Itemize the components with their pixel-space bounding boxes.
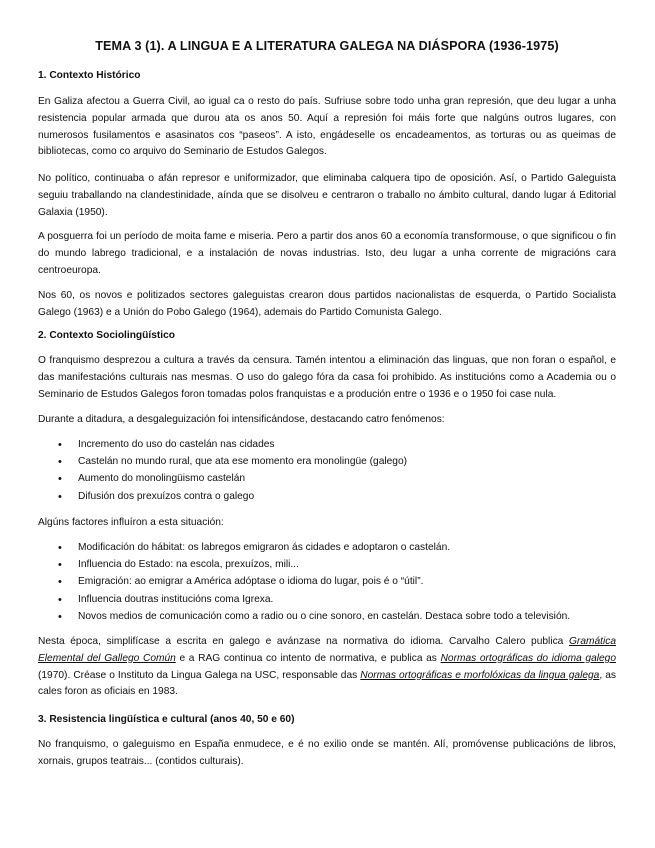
section-2-paragraph-2: Durante a ditadura, a desgaleguización foi intensificándose, destacando catro fenómenos: bbox=[38, 414, 445, 425]
list-item: • Emigración: ao emigrar a América adóptase o idioma do lugar, pois é o “útil”. bbox=[38, 574, 616, 591]
list-item: • Modificación do hábitat: os labregos emigraron ás cidades e adoptaron o castelán. bbox=[38, 540, 616, 557]
document-title: TEMA 3 (1). A LINGUA E A LITERATURA GALEGA NA DIÁSPORA (1936-1975) bbox=[95, 39, 559, 53]
book-reference: Gramática Elemental del Gallego Común bbox=[38, 636, 616, 664]
list-item: • Influencia do Estado: na escola, prexuízos, mili... bbox=[38, 557, 616, 574]
section-3-heading: 3. Resistencia lingüística e cultural (anos 40, 50 e 60) bbox=[38, 714, 295, 725]
section-2-paragraph-4 bbox=[38, 634, 616, 701]
section-1-paragraph-4: Nos 60, os novos e politizados sectores galeguistas crearon dous partidos nacionalistas de esquerda, o Partido Socialista Galego (1963) e a Unión do Pobo Galego (1964), ademais do Partido Comunista Galego. bbox=[38, 290, 616, 318]
list-item: • Incremento do uso do castelán nas cidades bbox=[38, 437, 616, 454]
section-2-paragraph-1: O franquismo desprezou a cultura a través da censura. Tamén intentou a eliminación das linguas, que non foran o español, e das manifestacións culturais nas mesmas. O uso do galego fóra da casa foi prohibido. As institucións como a Academia ou o Seminario de Estudos Galegos foron tomadas polos franquistas e a produción entre o 1936 e o 1950 foi case nula. bbox=[38, 355, 616, 400]
factors-list bbox=[38, 540, 616, 626]
list-item: • Novos medios de comunicación como a radio ou o cine sonoro, en castelán. Destaca sobre todo a televisión. bbox=[38, 609, 616, 626]
section-1-heading: 1. Contexto Histórico bbox=[38, 70, 141, 81]
book-reference: Normas ortográficas e morfolóxicas da lingua galega bbox=[360, 669, 600, 681]
section-1-paragraph-3: A posguerra foi un período de moita fame e miseria. Pero a partir dos anos 60 a economía transformouse, o que significou o fin do mundo labrego tradicional, e a instalación de novas industrias. Isto, deu lugar a unha corrente de migracións cara centroeuropa. bbox=[38, 231, 616, 276]
section-3-paragraph-1: No franquismo, o galeguismo en España enmudece, e é no exilio onde se mantén. Alí, promóvense publicacións de libros, xornais, grupos teatrais... (contidos culturais). bbox=[38, 739, 616, 767]
section-2-paragraph-3: Algúns factores influíron a esta situación: bbox=[38, 517, 224, 528]
text-run: e a RAG continua co intento de normativa, e publica as bbox=[175, 652, 441, 664]
text-run: (1970). Créase o Instituto da Lingua Galega na USC, responsable das bbox=[38, 669, 361, 681]
text-run: , as cales foron as oficiais en 1983. bbox=[38, 669, 616, 698]
phenomena-list bbox=[38, 437, 616, 506]
list-item: • Influencia doutras institucións coma Igrexa. bbox=[38, 592, 616, 609]
text-run: Nesta época, simplifícase a escrita en galego e avánzase na normativa do idioma. Carvalho Calero publica bbox=[38, 636, 569, 647]
section-1-paragraph-2: No político, continuaba o afán represor e uniformizador, que eliminaba calquera tipo de oposición. Así, o Partido Galeguista seguiu traballando na clandestinidade, aínda que se disolveu e centraron o traballo no ámbito cultural, dando lugar á Editorial Galaxia (1950). bbox=[38, 173, 616, 218]
list-item: • Difusión dos prexuízos contra o galego bbox=[38, 489, 616, 506]
list-item: • Castelán no mundo rural, que ata ese momento era monolingüe (galego) bbox=[38, 454, 616, 471]
section-1-paragraph-1: En Galiza afectou a Guerra Civil, ao igual ca o resto do país. Sufriuse sobre todo unha gran represión, que deu lugar a unha resistencia popular armada que durou ata os anos 50. Aquí a represión foi máis forte que nalgúns outros lugares, con numerosos fusilamentos e asasinatos cos “paseos”. A isto, engádeselle os encadeamentos, as torturas ou as queimas de bibliotecas, como co arquivo do Seminario de Estudos Galegos. bbox=[38, 96, 616, 158]
section-2-heading: 2. Contexto Sociolingüístico bbox=[38, 330, 175, 341]
list-item: • Aumento do monolingüismo castelán bbox=[38, 471, 616, 488]
book-reference: Normas ortográficas do idioma galego bbox=[440, 652, 617, 664]
